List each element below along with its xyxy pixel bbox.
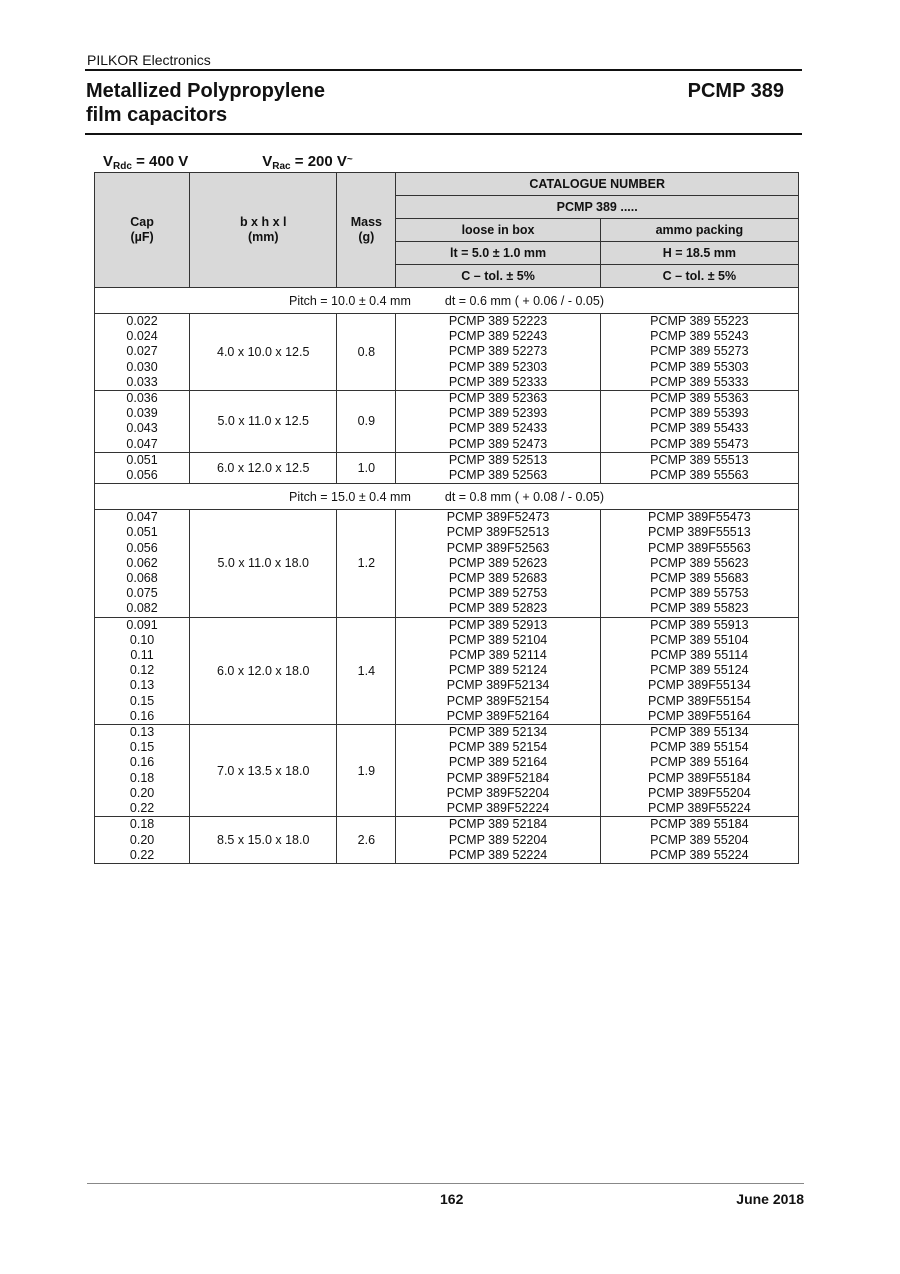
part-number: PCMP 389F52563 (446, 540, 550, 555)
mass: 0.8 (337, 314, 396, 391)
cap-value: 0.022 (126, 314, 158, 328)
part-number: PCMP 389 52393 (448, 406, 548, 421)
part-number: PCMP 389 55473 (650, 436, 749, 451)
vrac-rating: $V_{Rac} = 200$ V~ (262, 153, 353, 172)
series-header: PCMP 389 ..... (396, 196, 799, 219)
pitch-spec (95, 288, 799, 314)
cap-value: 0.18 (129, 817, 155, 832)
loose-part-numbers (396, 725, 600, 817)
part-number: PCMP 389 52683 (448, 571, 548, 586)
voltage-ratings (103, 153, 353, 172)
col-cap-header: Cap (µF) (95, 173, 190, 288)
part-number: PCMP 389 52623 (448, 555, 548, 570)
loose-lead-length: lt = 5.0 ± 1.0 mm (396, 242, 600, 265)
mass: 1.9 (337, 725, 396, 817)
pitch-row (95, 484, 799, 510)
ammo-part-numbers (600, 510, 798, 617)
part-number: PCMP 389 52823 (448, 601, 548, 616)
footer-rule (87, 1183, 804, 1184)
part-number: PCMP 389F52164 (446, 708, 550, 723)
ammo-part-numbers (600, 391, 798, 453)
cap-value: 0.13 (129, 725, 155, 740)
part-number: PCMP 389 52273 (448, 344, 548, 359)
table-header (95, 173, 799, 288)
dimensions: 6.0 x 12.0 x 18.0 (190, 617, 337, 724)
cap-value: 0.047 (126, 436, 158, 451)
loose-part-numbers (396, 817, 600, 864)
cap-value: 0.027 (126, 344, 158, 359)
lead-diameter: dt = 0.6 mm ( + 0.06 / - 0.05) (444, 293, 604, 308)
part-number: PCMP 389 55204 (650, 832, 749, 847)
ammo-part-numbers (600, 817, 798, 864)
part-number: PCMP 389 55683 (650, 571, 749, 586)
part-number: PCMP 389 52243 (448, 329, 548, 344)
ammo-part-numbers (600, 314, 798, 391)
part-number: PCMP 389 52164 (448, 755, 548, 770)
table-row (95, 510, 799, 617)
part-number: PCMP 389F55473 (648, 510, 751, 525)
catalogue-number-header: CATALOGUE NUMBER (396, 173, 799, 196)
cap-value: 0.22 (129, 847, 155, 862)
part-number: PCMP 389 52513 (448, 452, 548, 467)
part-number: PCMP 389 55333 (650, 374, 749, 389)
part-number: PCMP 389 55104 (650, 632, 749, 647)
part-number: PCMP 389 55433 (650, 421, 749, 436)
cap-values (95, 725, 190, 817)
mass: 2.6 (337, 817, 396, 864)
part-number: PCMP 389 52134 (448, 725, 548, 740)
cap-value: 0.13 (129, 678, 155, 693)
col-mass-header: Mass (g) (337, 173, 396, 288)
loose-in-box-header: loose in box (396, 219, 600, 242)
cap-value: 0.20 (129, 785, 155, 800)
part-number: PCMP 389F52134 (446, 678, 550, 693)
part-number: PCMP 389F55184 (648, 770, 751, 785)
mass: 1.0 (337, 452, 396, 483)
dimensions: 4.0 x 10.0 x 12.5 (190, 314, 337, 391)
cap-value: 0.033 (126, 374, 158, 389)
mass: 1.4 (337, 617, 396, 724)
part-number: PCMP 389F52513 (446, 525, 550, 540)
cap-values (95, 817, 190, 864)
cap-value: 0.056 (126, 468, 158, 483)
cap-value: 0.11 (130, 648, 154, 663)
part-number: PCMP 389 55124 (650, 663, 749, 678)
cap-value: 0.10 (129, 632, 155, 647)
part-number: PCMP 389 52473 (448, 436, 548, 451)
pitch-spec (95, 484, 799, 510)
cap-value: 0.043 (126, 421, 158, 436)
part-number: PCMP 389 52224 (448, 847, 548, 862)
part-number: PCMP 389F55224 (648, 801, 751, 816)
pitch-value: Pitch = 15.0 ± 0.4 mm (289, 489, 411, 504)
part-number: PCMP 389F55204 (648, 785, 751, 800)
company-name: PILKOR Electronics (87, 52, 211, 68)
vrdc-rating: $V_{Rdc} = 400$ V (103, 153, 189, 172)
cap-values (95, 314, 190, 391)
cap-value: 0.15 (129, 740, 155, 755)
cap-value: 0.22 (129, 801, 155, 816)
part-number: PCMP 389F55134 (648, 678, 751, 693)
part-number: PCMP 389F55164 (648, 708, 751, 723)
part-number: PCMP 389 55513 (650, 452, 749, 467)
cap-value: 0.051 (126, 452, 158, 467)
part-number: PCMP 389 55823 (650, 601, 749, 616)
page-number: 162 (440, 1191, 464, 1207)
cap-value: 0.16 (129, 755, 155, 770)
part-number: PCMP 389F52224 (446, 801, 550, 816)
table-row (95, 391, 799, 453)
mass: 1.2 (337, 510, 396, 617)
cap-value: 0.075 (126, 586, 158, 601)
ammo-part-numbers (600, 617, 798, 724)
table-row (95, 314, 799, 391)
cap-value: 0.091 (126, 617, 158, 632)
cap-value: 0.068 (126, 571, 158, 586)
part-number: PCMP 389 52433 (448, 421, 548, 436)
part-number: PCMP 389 55393 (650, 406, 749, 421)
cap-value: 0.062 (126, 555, 158, 570)
part-number: PCMP 389 55563 (650, 468, 749, 483)
title-line-2: film capacitors (86, 104, 228, 126)
cap-value: 0.15 (129, 693, 155, 708)
cap-value: 0.20 (129, 832, 155, 847)
part-number: PCMP 389 52154 (448, 740, 548, 755)
pitch-value: Pitch = 10.0 ± 0.4 mm (289, 293, 411, 308)
ammo-part-numbers (600, 452, 798, 483)
ammo-tolerance: C – tol. ± 5% (600, 265, 798, 288)
ammo-packing-header: ammo packing (600, 219, 798, 242)
part-number: PCMP 389 55303 (650, 359, 749, 374)
title-rule (85, 133, 802, 135)
loose-part-numbers (396, 391, 600, 453)
part-number: PCMP 389 55134 (650, 725, 749, 740)
part-number: PCMP 389 52104 (448, 632, 548, 647)
part-number: PCMP 389 55164 (650, 755, 749, 770)
dimensions: 5.0 x 11.0 x 12.5 (190, 391, 337, 453)
part-number: PCMP 389 55273 (650, 344, 749, 359)
part-number: PCMP 389 52184 (448, 817, 548, 832)
part-number: PCMP 389 55114 (650, 648, 749, 663)
part-number: PCMP 389 52114 (449, 648, 547, 663)
col-dims-header: b x h x l (mm) (190, 173, 337, 288)
lead-diameter: dt = 0.8 mm ( + 0.08 / - 0.05) (444, 489, 604, 504)
model-number: PCMP 389 (687, 80, 784, 102)
cap-value: 0.082 (126, 601, 158, 616)
cap-value: 0.039 (126, 406, 158, 421)
part-number: PCMP 389F52184 (446, 770, 550, 785)
part-number: PCMP 389 52124 (448, 663, 548, 678)
cap-value: 0.056 (126, 540, 158, 555)
part-number: PCMP 389 52333 (448, 374, 548, 389)
cap-values (95, 452, 190, 483)
part-number: PCMP 389 52363 (448, 391, 548, 406)
part-number: PCMP 389F52154 (446, 693, 550, 708)
part-number: PCMP 389 52753 (448, 586, 548, 601)
part-number: PCMP 389F55154 (648, 693, 751, 708)
part-number: PCMP 389 52204 (448, 832, 548, 847)
cap-value: 0.051 (126, 525, 158, 540)
cap-value: 0.030 (126, 359, 158, 374)
part-number: PCMP 389 55243 (650, 329, 749, 344)
dimensions: 6.0 x 12.0 x 12.5 (190, 452, 337, 483)
loose-part-numbers (396, 452, 600, 483)
dimensions: 7.0 x 13.5 x 18.0 (190, 725, 337, 817)
part-number: PCMP 389F52473 (446, 510, 550, 525)
table-row (95, 725, 799, 817)
part-number: PCMP 389 55184 (650, 817, 749, 832)
cap-value: 0.18 (129, 770, 155, 785)
part-number: PCMP 389 55224 (650, 847, 749, 862)
cap-value: 0.047 (126, 510, 158, 525)
part-number: PCMP 389 55753 (650, 586, 749, 601)
part-number: PCMP 389 55154 (650, 740, 749, 755)
part-number: PCMP 389 52913 (448, 617, 548, 632)
dimensions: 8.5 x 15.0 x 18.0 (190, 817, 337, 864)
title-line-1: Metallized Polypropylene (86, 80, 325, 102)
loose-part-numbers (396, 617, 600, 724)
table-row (95, 817, 799, 864)
cap-value: 0.036 (126, 391, 158, 406)
ammo-part-numbers (600, 725, 798, 817)
part-number: PCMP 389 52563 (448, 468, 548, 483)
part-number: PCMP 389 52223 (448, 314, 548, 328)
pitch-row (95, 288, 799, 314)
part-number: PCMP 389F52204 (446, 785, 550, 800)
cap-value: 0.024 (126, 329, 158, 344)
dimensions: 5.0 x 11.0 x 18.0 (190, 510, 337, 617)
cap-value: 0.16 (129, 708, 155, 723)
table-row (95, 617, 799, 724)
cap-values (95, 617, 190, 724)
mass: 0.9 (337, 391, 396, 453)
table-row (95, 452, 799, 483)
part-number: PCMP 389 55363 (650, 391, 749, 406)
part-number: PCMP 389F55513 (648, 525, 751, 540)
loose-part-numbers (396, 510, 600, 617)
cap-value: 0.12 (129, 663, 155, 678)
header-rule (85, 69, 802, 71)
document-title (86, 79, 325, 127)
cap-values (95, 510, 190, 617)
catalogue-table (94, 172, 799, 864)
part-number: PCMP 389 55623 (650, 555, 749, 570)
part-number: PCMP 389 55223 (650, 314, 749, 328)
part-number: PCMP 389 55913 (650, 617, 749, 632)
publication-date: June 2018 (736, 1191, 804, 1207)
loose-tolerance: C – tol. ± 5% (396, 265, 600, 288)
table-body (95, 288, 799, 864)
loose-part-numbers (396, 314, 600, 391)
cap-values (95, 391, 190, 453)
part-number: PCMP 389F55563 (648, 540, 751, 555)
part-number: PCMP 389 52303 (448, 359, 548, 374)
ammo-height: H = 18.5 mm (600, 242, 798, 265)
